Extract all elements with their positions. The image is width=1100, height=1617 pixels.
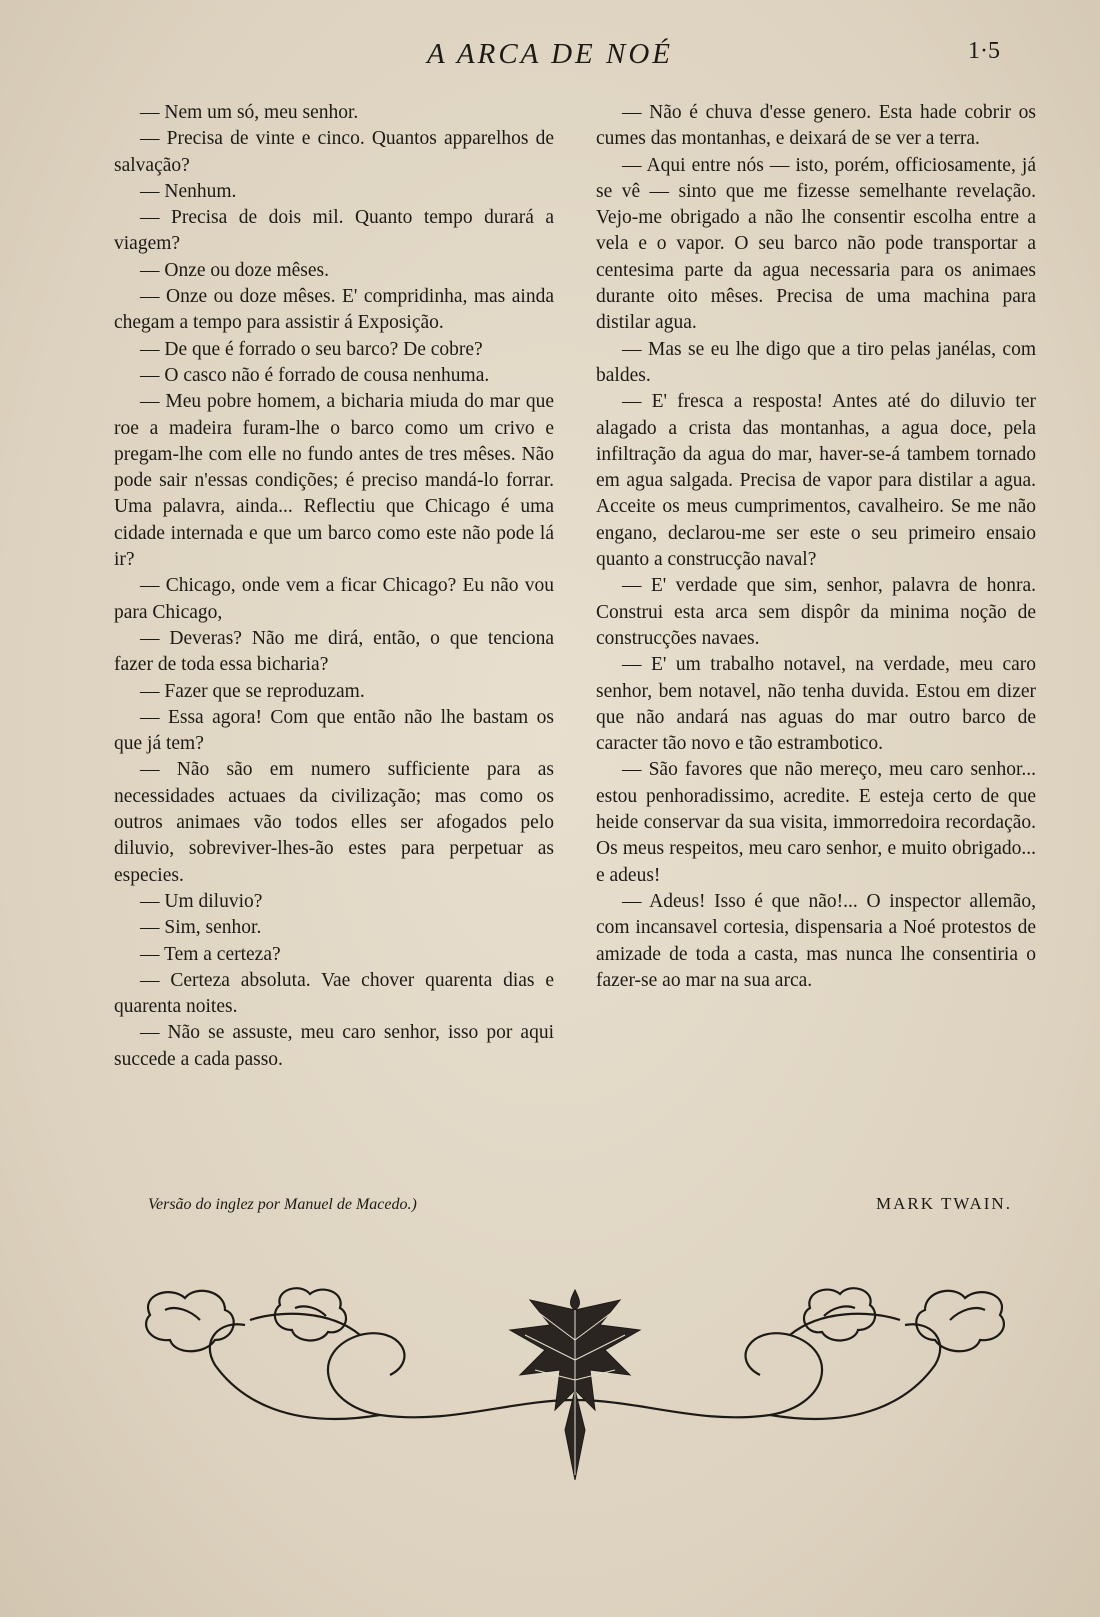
page-title: A ARCA DE NOÉ	[426, 38, 674, 70]
paragraph: — Precisa de vinte e cinco. Quantos apparelhos de salvação?	[114, 128, 554, 176]
paragraph: — Sim, senhor.	[140, 917, 262, 939]
author-signature: MARK TWAIN.	[876, 1194, 1012, 1213]
paragraph: — Nenhum.	[140, 180, 237, 202]
paragraph: — Mas se eu lhe digo que a tiro pelas janélas, com baldes.	[596, 338, 1036, 386]
paragraph: — Fazer que se reproduzam.	[140, 680, 365, 702]
paragraph: — E' um trabalho notavel, na verdade, meu caro senhor, bem notavel, não tenha duvida. Estou em dizer que não andará nas aguas do mar outro barco de caracter tão novo e tão estrambotico.	[596, 654, 1036, 755]
paragraph: — Onze ou doze mêses. E' compridinha, mas ainda chegam a tempo para assistir á Exposição.	[114, 286, 554, 334]
paragraph: — Chicago, onde vem a ficar Chicago? Eu não vou para Chicago,	[114, 575, 554, 623]
paragraph: — Não são em numero sufficiente para as necessidades actuaes da civilização; mas como os outros animaes vão todos elles ser afogados pelo diluvio, sobreviver-lhes-ão estes para perpetuar as especies.	[114, 759, 554, 886]
paragraph: — Precisa de dois mil. Quanto tempo durará a viagem?	[114, 207, 554, 255]
paragraph: — Nem um só, meu senhor.	[140, 102, 359, 123]
paragraph: — Não é chuva d'esse genero. Esta hade cobrir os cumes das montanhas, e deixará de se ver a terra.	[596, 102, 1036, 150]
floral-vine-leaf-ornament-icon	[130, 1280, 1020, 1480]
paragraph: — Deveras? Não me dirá, então, o que tenciona fazer de toda essa bicharia?	[114, 627, 554, 676]
paragraph: — Um diluvio?	[140, 890, 263, 912]
paragraph: — Tem a certeza?	[140, 943, 281, 965]
paragraph: — Certeza absoluta. Vae chover quarenta dias e quarenta noites.	[114, 969, 554, 1018]
paragraph: — Aqui entre nós — isto, porém, officiosamente, já se vê — sinto que me fizesse semelhante revelação. Vejo-me obrigado a não lhe consentir escolha entre a vela e o vapor. O seu barco não pode transportar a centesima parte da agua necessaria para os animaes durante oito mêses. Precisa de uma machina para distilar agua.	[596, 154, 1036, 334]
right-column	[596, 100, 1036, 994]
paragraph: — Onze ou doze mêses.	[140, 259, 329, 281]
page-number: 1·5	[968, 38, 1000, 64]
paragraph: — De que é forrado o seu barco? De cobre?	[140, 338, 483, 360]
translation-credit: Versão do inglez por Manuel de Macedo.)	[148, 1196, 417, 1213]
paragraph: — Essa agora! Com que então não lhe bastam os que já tem?	[114, 706, 554, 755]
paragraph: — O casco não é forrado de cousa nenhuma.	[140, 364, 490, 386]
paragraph: — São favores que não mereço, meu caro senhor... estou penhoradissimo, acredite. E esteja certo de que heide conservar da sua visita, immorredoira recordação. Os meus respeitos, meu caro senhor, e muito obrigado... e adeus!	[596, 759, 1036, 886]
paragraph: — Não se assuste, meu caro senhor, isso por aqui succede a cada passo.	[114, 1022, 554, 1070]
paragraph: — E' fresca a resposta! Antes até do diluvio ter alagado a crista das montanhas, a agua doce, pela infiltração da agua do mar, haver-se-á tambem tornado em agua salgada. Precisa de vapor para distilar a agua. Acceite os meus cumprimentos, cavalheiro. Se me não engano, declarou-me ser este o seu primeiro ensaio quanto a construcção naval?	[596, 391, 1036, 571]
paragraph: — Meu pobre homem, a bicharia miuda do mar que roe a madeira furam-lhe o barco como um crivo e pregam-lhe com elle no fundo antes de tres mêses. Não pode sair n'essas condições; é preciso mandá-lo forrar. Uma palavra, ainda... Reflectiu que Chicago é uma cidade internada e que um barco como este não pode lá ir?	[114, 391, 554, 571]
paragraph: — E' verdade que sim, senhor, palavra de honra. Construi esta arca sem dispôr da minima noção de construcções navaes.	[596, 575, 1036, 649]
left-column	[114, 100, 554, 1073]
paragraph: — Adeus! Isso é que não!... O inspector allemão, com incansavel cortesia, dispensaria a Noé protestos de amizade de toda a casta, mas nunca lhe consentiria o fazer-se ao mar na sua arca.	[596, 890, 1036, 991]
